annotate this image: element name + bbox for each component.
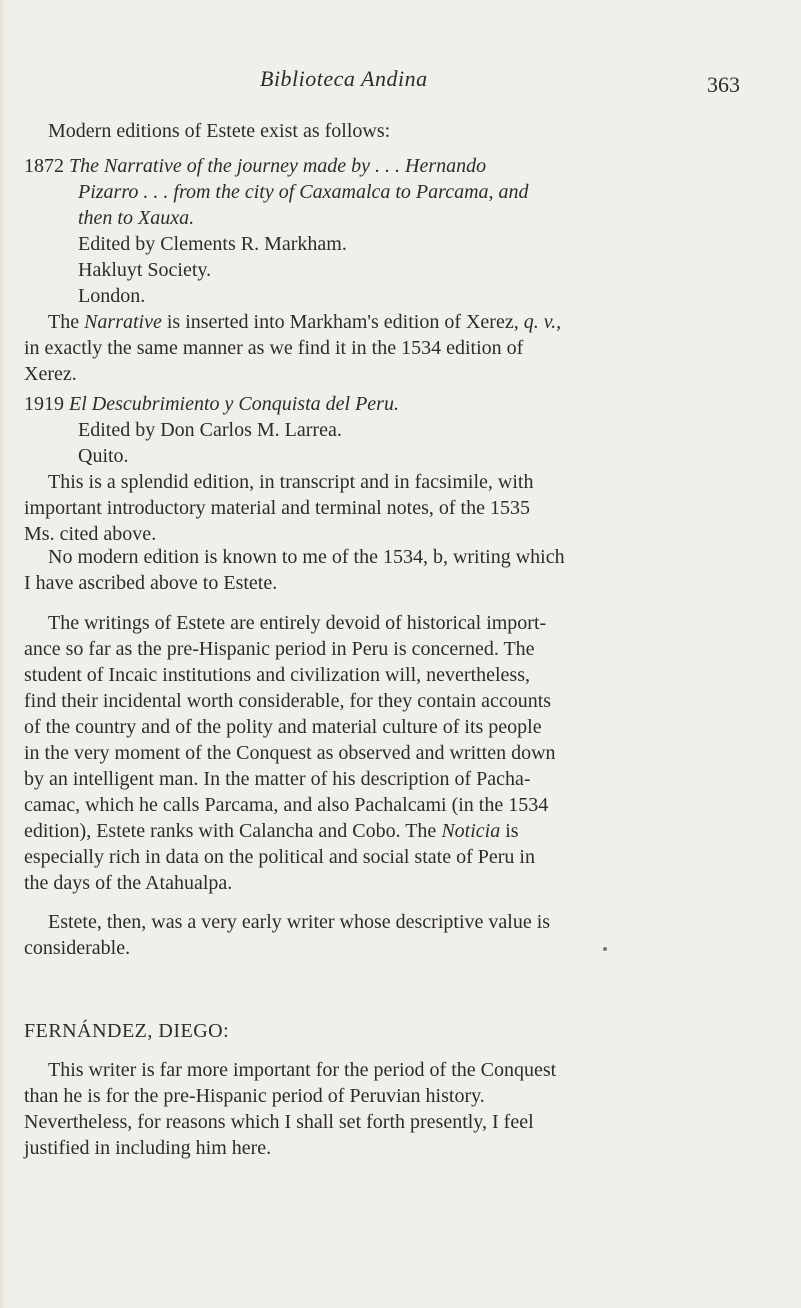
paragraph-line: in the very moment of the Conquest as observed and written down — [24, 742, 556, 764]
paragraph-line — [24, 818, 724, 844]
paragraph-line: justified in including him here. — [24, 1137, 272, 1159]
paragraph-line: student of Incaic institutions and civilization will, nevertheless, — [24, 664, 530, 686]
line-text: is — [500, 820, 519, 842]
running-head — [260, 66, 680, 92]
paragraph-line: Estete, then, was a very early writer whose descriptive value is — [48, 911, 551, 933]
note-italic-qv: q. v., — [523, 311, 562, 333]
edition-1872-title-line-3: then to Xauxa. — [78, 207, 195, 229]
paragraph-line: of the country and of the polity and material culture of its people — [24, 716, 542, 738]
edition-1919-title: El Descubrimiento y Conquista del Peru. — [69, 393, 399, 415]
page-gutter-shadow — [0, 0, 6, 1308]
intro-line — [24, 118, 724, 144]
stray-dot — [603, 947, 607, 951]
edition-1919-note-line-2: important introductory material and terminal notes, of the 1535 — [24, 497, 530, 519]
paragraph-line: than he is for the pre-Hispanic period of Peruvian history. — [24, 1085, 485, 1107]
edition-1919-title-line — [24, 391, 724, 417]
edition-1919-editor: Edited by Don Carlos M. Larrea. — [78, 419, 342, 441]
paragraph-fernandez — [24, 1057, 724, 1161]
paragraph-line: the days of the Atahualpa. — [24, 872, 233, 894]
paragraph-line: Nevertheless, for reasons which I shall set forth presently, I feel — [24, 1111, 534, 1133]
edition-1919-year: 1919 — [24, 393, 64, 415]
section-heading-text: FERNÁNDEZ, DIEGO: — [24, 1020, 230, 1042]
paragraph-line: considerable. — [24, 937, 131, 959]
edition-1872-place: London. — [78, 285, 146, 307]
edition-entry-1919 — [24, 391, 724, 547]
paragraph-estete-conclusion — [24, 909, 724, 961]
edition-1872-note-line-1 — [24, 309, 724, 335]
edition-1872-publisher: Hakluyt Society. — [78, 259, 212, 281]
paragraph-line: The writings of Estete are entirely devoid of historical import- — [48, 612, 547, 634]
line-text: edition), Estete ranks with Calancha and Cobo. The — [24, 820, 442, 842]
note-text: is inserted into Markham's edition of Xerez, — [161, 311, 524, 333]
paragraph-line: by an intelligent man. In the matter of his description of Pacha- — [24, 768, 531, 790]
intro-text: Modern editions of Estete exist as follows: — [48, 120, 391, 142]
edition-1919-note-line-1: This is a splendid edition, in transcript and in facsimile, with — [48, 471, 534, 493]
paragraph-line: especially rich in data on the political and social state of Peru in — [24, 846, 535, 868]
paragraph-line: camac, which he calls Parcama, and also Pachalcami (in the 1534 — [24, 794, 549, 816]
edition-1872-editor: Edited by Clements R. Markham. — [78, 233, 347, 255]
edition-1872-note-line-2: in exactly the same manner as we find it in the 1534 edition of — [24, 337, 524, 359]
paragraph-no-modern-edition — [24, 544, 724, 596]
edition-1872-note-line-3: Xerez. — [24, 363, 77, 385]
paragraph-line: find their incidental worth considerable, for they contain accounts — [24, 690, 552, 712]
paragraph-line: I have ascribed above to Estete. — [24, 572, 278, 594]
section-heading-fernandez — [24, 1018, 724, 1044]
edition-1872-title-line-1 — [24, 153, 724, 179]
paragraph-line: ance so far as the pre-Hispanic period in Peru is concerned. The — [24, 638, 535, 660]
edition-1919-note-line-3: Ms. cited above. — [24, 523, 157, 545]
paragraph-line: This writer is far more important for the period of the Conquest — [48, 1059, 557, 1081]
note-italic-narrative: Narrative — [84, 311, 162, 333]
note-text: The — [48, 311, 85, 333]
edition-entry-1872 — [24, 153, 724, 387]
edition-1919-place: Quito. — [78, 445, 129, 467]
edition-1872-title: The Narrative of the journey made by . . . Hernando — [69, 155, 487, 177]
paragraph-writings-of-estete — [24, 610, 724, 896]
italic-noticia: Noticia — [441, 820, 501, 842]
page-number: 363 — [707, 72, 740, 97]
paragraph-line: No modern edition is known to me of the 1534, b, writing which — [48, 546, 565, 568]
edition-1872-title-line-2: Pizarro . . . from the city of Caxamalca to Parcama, and — [78, 181, 529, 203]
edition-1872-year: 1872 — [24, 155, 64, 177]
running-head-title: Biblioteca Andina — [260, 66, 428, 91]
